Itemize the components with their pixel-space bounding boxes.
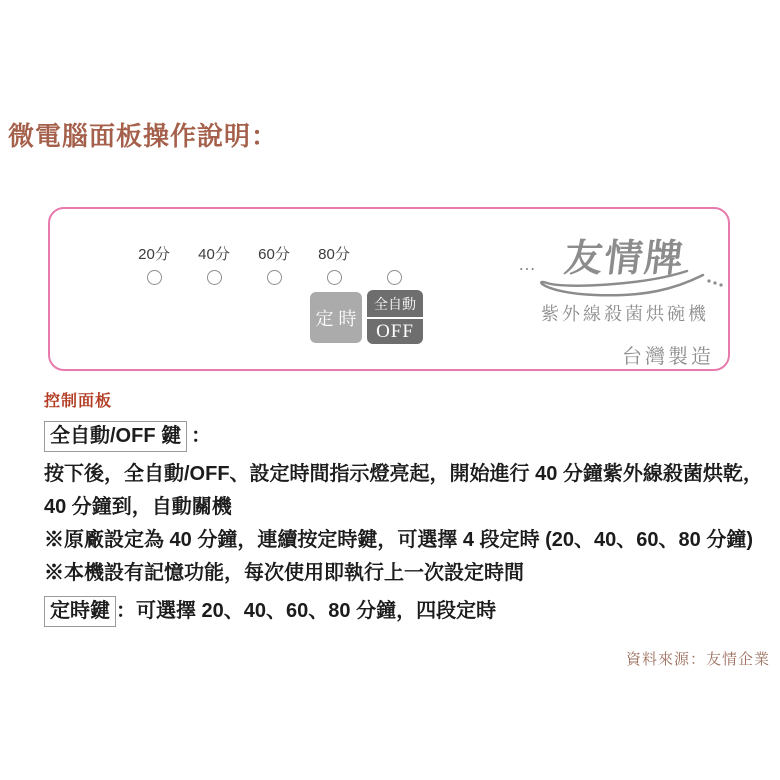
auto-off-button-bottom-label: OFF: [376, 320, 414, 342]
timer-indicator-40min: [184, 243, 244, 285]
instruction-line: 按下後，全自動/OFF、設定時間指示燈亮起，開始進行 40 分鐘紫外線殺菌烘乾，: [44, 463, 763, 485]
brand-logo-text: 友情牌: [561, 238, 688, 280]
auto-off-key-colon: ：: [191, 425, 212, 447]
source-note: 資料來源：友情企業: [625, 651, 770, 668]
instruction-line: ※原廠設定為 40 分鐘，連續按定時鍵，可選擇 4 段定時 (20、40、60、80 分鐘): [44, 529, 754, 551]
logo-dots-icon: …: [518, 254, 535, 274]
indicator-lamp-icon: [147, 270, 162, 285]
indicator-label: 60分: [258, 246, 290, 263]
auto-off-button-top-label: 全自動: [367, 290, 423, 319]
brand-block: [490, 227, 760, 326]
control-panel-illustration: [48, 207, 730, 371]
indicator-label-empty: [364, 243, 424, 262]
timer-button[interactable]: 定 時: [310, 292, 362, 343]
timer-indicator-80min: [304, 243, 364, 285]
timer-key-line: [44, 594, 772, 627]
indicator-lamp-icon: [387, 270, 402, 285]
indicator-label: 80分: [318, 246, 350, 263]
instruction-section: [44, 388, 772, 627]
auto-off-key-line: [44, 419, 772, 452]
timer-indicator-20min: [124, 243, 184, 285]
indicator-label: 20分: [138, 246, 170, 263]
indicator-label: 40分: [198, 246, 230, 263]
page-title: 微電腦面板操作說明：: [8, 121, 279, 151]
brand-product-name: 紫外線殺菌烘碗機: [541, 304, 709, 324]
timer-key-text: ：可選擇 20、40、60、80 分鐘，四段定時: [116, 600, 497, 622]
brand-logo: [490, 227, 760, 279]
instruction-body: [44, 458, 772, 590]
timer-key-label: 定時鍵: [44, 596, 116, 627]
instruction-line: ※本機設有記憶功能，每次使用即執行上一次設定時間: [44, 562, 524, 584]
auto-off-button[interactable]: [367, 290, 423, 344]
indicator-lamp-icon: [267, 270, 282, 285]
indicator-lamp-icon: [327, 270, 342, 285]
auto-indicator: [364, 243, 424, 285]
instruction-line: 40 分鐘到，自動關機: [44, 496, 232, 518]
indicator-lamp-icon: [207, 270, 222, 285]
section-heading: 控制面板: [44, 393, 113, 410]
timer-indicator-60min: [244, 243, 304, 285]
made-in-label: 台灣製造: [622, 346, 714, 368]
auto-off-key-label: 全自動/OFF 鍵: [44, 421, 187, 452]
